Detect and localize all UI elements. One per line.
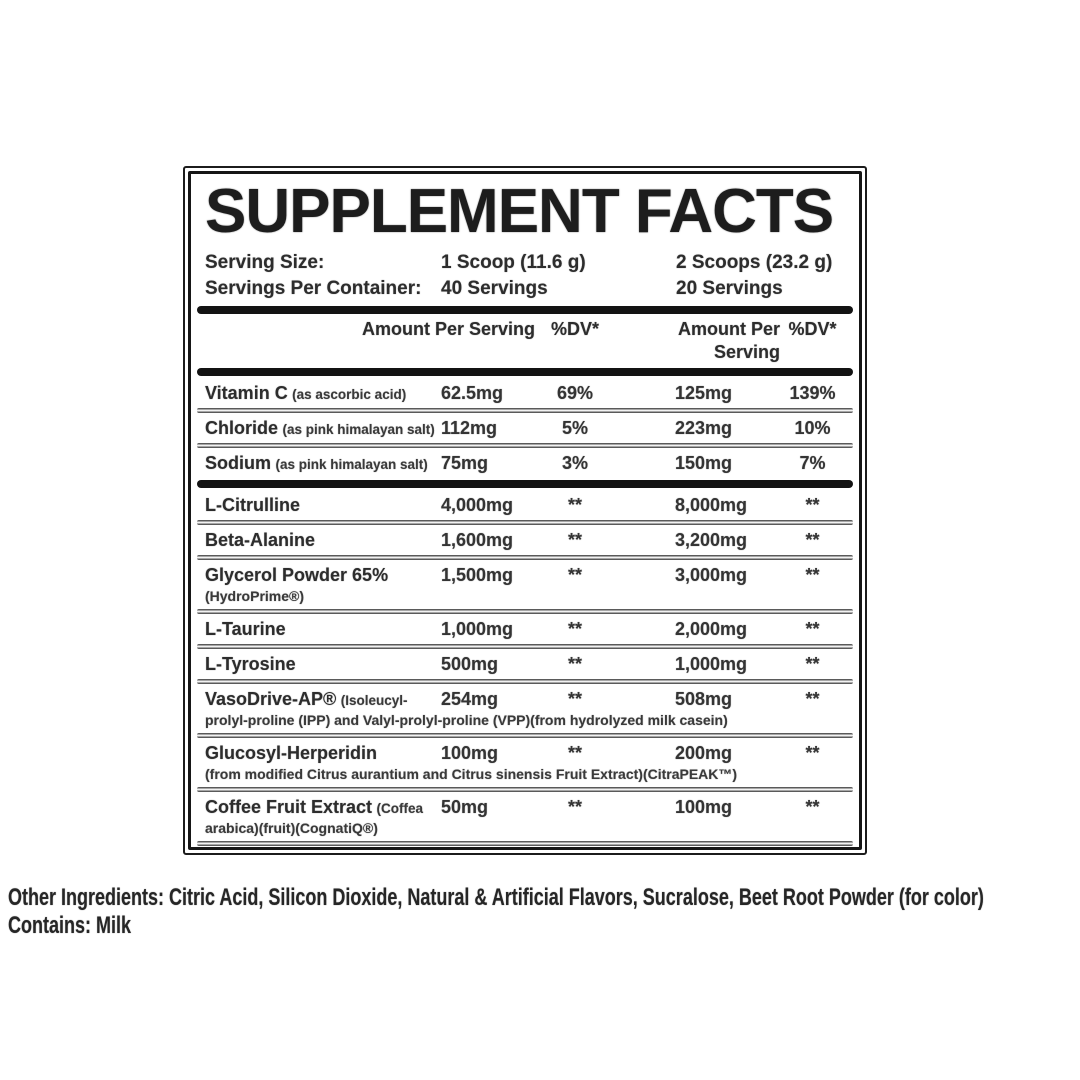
amount-2: 150mg bbox=[675, 453, 733, 473]
header-amount-per-serving-2: Amount Per Serving bbox=[677, 319, 780, 362]
dv-2: ** bbox=[805, 689, 820, 709]
amount-2: 223mg bbox=[675, 418, 733, 438]
dv-2: ** bbox=[805, 654, 820, 674]
ingredient-note: (as ascorbic acid) bbox=[292, 387, 407, 402]
amount-2: 2,000mg bbox=[675, 619, 748, 639]
amount-1: 4,000mg bbox=[441, 495, 514, 515]
other-ingredients-block bbox=[8, 884, 984, 940]
ingredient-note: (as pink himalayan salt) bbox=[282, 422, 435, 437]
ingredient-name: Coffee Fruit Extract bbox=[205, 797, 373, 817]
contains-label: Contains: bbox=[8, 912, 92, 939]
ingredient-name: Glucosyl-Herperidin bbox=[205, 743, 378, 763]
serving-size-value-2: 2 Scoops (23.2 g) bbox=[676, 252, 833, 273]
row-separator bbox=[197, 644, 853, 649]
table-row bbox=[205, 616, 845, 642]
header-amount-per-serving-1: Amount Per Serving bbox=[361, 319, 535, 339]
amount-1: 100mg bbox=[441, 743, 499, 763]
table-row bbox=[205, 415, 845, 441]
table-row bbox=[205, 527, 845, 553]
dv-2: ** bbox=[805, 565, 820, 585]
table-row bbox=[205, 686, 845, 731]
serving-size-label: Serving Size: bbox=[205, 252, 325, 273]
supplement-facts-panel bbox=[183, 166, 867, 855]
dv-2: ** bbox=[805, 495, 820, 515]
header-dv-1: %DV* bbox=[550, 319, 599, 339]
ingredient-detail: (from modified Citrus aurantium and Citrus sinensis Fruit Extract)(CitraPEAK™) bbox=[205, 766, 738, 782]
dv-2: ** bbox=[805, 743, 820, 763]
contains-text: Milk bbox=[91, 912, 132, 939]
supplement-facts-inner-border bbox=[188, 171, 862, 850]
ingredient-name: VasoDrive-AP® bbox=[205, 689, 337, 709]
servings-per-container-label: Servings Per Container: bbox=[205, 278, 422, 299]
amount-1: 112mg bbox=[441, 418, 498, 438]
dv-1: ** bbox=[567, 619, 582, 639]
ingredient-note: (as pink himalayan salt) bbox=[275, 457, 428, 472]
amount-2: 125mg bbox=[675, 383, 733, 403]
amount-2: 8,000mg bbox=[675, 495, 748, 515]
amount-1: 75mg bbox=[441, 453, 489, 473]
amount-1: 1,600mg bbox=[441, 530, 514, 550]
dv-1: ** bbox=[567, 654, 582, 674]
dv-1: 69% bbox=[556, 383, 594, 403]
table-row bbox=[205, 562, 845, 607]
amount-1: 500mg bbox=[441, 654, 499, 674]
dv-1: ** bbox=[567, 495, 582, 515]
ingredient-detail: prolyl-proline (IPP) and Valyl-prolyl-proline (VPP)(from hydrolyzed milk casein) bbox=[205, 712, 728, 728]
dv-2: 139% bbox=[789, 383, 836, 403]
header-dv-2: %DV* bbox=[788, 319, 837, 339]
row-separator bbox=[197, 408, 853, 413]
row-separator bbox=[197, 609, 853, 614]
section-divider-bar bbox=[197, 368, 853, 376]
amount-2: 508mg bbox=[675, 689, 733, 709]
amount-1: 50mg bbox=[441, 797, 489, 817]
table-header bbox=[205, 318, 845, 364]
ingredient-name: Sodium bbox=[205, 453, 271, 473]
dv-1: ** bbox=[567, 797, 582, 817]
row-separator bbox=[197, 733, 853, 738]
amount-1: 1,000mg bbox=[441, 619, 514, 639]
ingredient-detail: (HydroPrime®) bbox=[205, 588, 304, 604]
amount-1: 254mg bbox=[441, 689, 499, 709]
ingredient-note: (Isoleucyl- bbox=[340, 693, 408, 708]
serving-info bbox=[205, 250, 845, 302]
dv-2: ** bbox=[805, 530, 820, 550]
ingredient-note: (Coffea bbox=[376, 801, 423, 816]
servings-per-container-value-1: 40 Servings bbox=[441, 278, 548, 299]
dv-2: ** bbox=[805, 619, 820, 639]
section-divider-bar bbox=[197, 480, 853, 488]
amount-2: 3,200mg bbox=[675, 530, 748, 550]
table-row bbox=[205, 794, 845, 839]
table-row bbox=[205, 848, 845, 850]
table-row bbox=[205, 492, 845, 518]
ingredient-name: Vitamin C bbox=[205, 383, 288, 403]
amount-1: 1,500mg bbox=[441, 565, 514, 585]
section-divider-bar bbox=[197, 306, 853, 314]
amount-2: 3,000mg bbox=[675, 565, 748, 585]
table-row bbox=[205, 740, 845, 785]
dv-1: 5% bbox=[561, 418, 588, 438]
dv-2: ** bbox=[805, 797, 820, 817]
serving-size-value-1: 1 Scoop (11.6 g) bbox=[441, 252, 586, 273]
table-row bbox=[205, 380, 845, 406]
row-separator bbox=[197, 841, 853, 846]
ingredient-name: L-Taurine bbox=[205, 619, 286, 639]
amount-2: 1,000mg bbox=[675, 654, 748, 674]
amount-2: 200mg bbox=[675, 743, 733, 763]
dv-1: ** bbox=[567, 530, 582, 550]
contains-line bbox=[8, 912, 984, 940]
row-separator bbox=[197, 679, 853, 684]
dv-1: ** bbox=[567, 743, 582, 763]
dv-2: 10% bbox=[794, 418, 831, 438]
ingredient-name: Beta-Alanine bbox=[205, 530, 316, 550]
table-row bbox=[205, 450, 845, 476]
amount-1: 62.5mg bbox=[441, 383, 504, 403]
ingredient-name: L-Citrulline bbox=[205, 495, 300, 515]
ingredient-detail: arabica)(fruit)(CognatiQ®) bbox=[205, 820, 378, 836]
other-ingredients-label: Other Ingredients: bbox=[8, 884, 165, 911]
panel-title: SUPPLEMENT FACTS bbox=[205, 177, 834, 246]
dv-2: 7% bbox=[799, 453, 826, 473]
row-separator bbox=[197, 520, 853, 525]
table-row bbox=[205, 651, 845, 677]
row-separator bbox=[197, 787, 853, 792]
row-separator bbox=[197, 443, 853, 448]
ingredient-name: Chloride bbox=[205, 418, 279, 438]
other-ingredients-text: Citric Acid, Silicon Dioxide, Natural & Artificial Flavors, Sucralose, Beet Root Powder (for color) bbox=[164, 884, 984, 911]
dv-1: ** bbox=[567, 565, 582, 585]
other-ingredients-line bbox=[8, 884, 984, 912]
row-separator bbox=[197, 555, 853, 560]
dv-1: ** bbox=[567, 689, 582, 709]
dv-1: 3% bbox=[561, 453, 588, 473]
servings-per-container-value-2: 20 Servings bbox=[676, 278, 783, 299]
amount-2: 100mg bbox=[675, 797, 733, 817]
ingredient-name: L-Tyrosine bbox=[205, 654, 296, 674]
ingredient-name: Glycerol Powder 65% bbox=[205, 565, 389, 585]
